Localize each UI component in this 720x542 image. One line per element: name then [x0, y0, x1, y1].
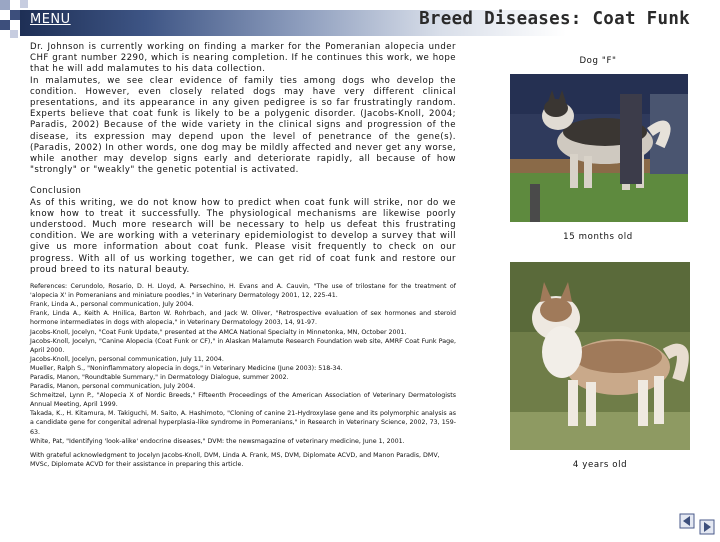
caption-15-months: 15 months old — [563, 232, 633, 242]
page-title: Breed Diseases: Coat Funk — [419, 9, 690, 29]
dog-photo-15-months — [510, 74, 688, 222]
article-text — [30, 42, 456, 469]
acknowledgement: With grateful acknowledgment to Jocelyn Jacobs-Knoll, DVM, Linda A. Frank, MS, DVM, Diplomate ACVD, and Manon Paradis, DMV, MVSc, Diplomate ACVD for their assistance in preparing this article. — [30, 451, 440, 468]
reference-item: Jacobs-Knoll, Jocelyn, personal communication, July 11, 2004. — [30, 355, 224, 363]
reference-item: Jacobs-Knoll, Jocelyn, "Coat Funk Update," presented at the AMCA National Specialty in Minnetonka, MN, October 2001. — [30, 328, 407, 336]
reference-item: Mueller, Ralph S., "Noninflammatory alopecia in dogs," in Veterinary Medicine (June 2003): 518-34. — [30, 364, 343, 372]
malamutes-paragraph: In malamutes, we see clear evidence of family ties among dogs who develop the condition. However, even closely related dogs may have very different clinical presentations, and its appearance in any given pedigree is so far frustratingly random. Experts believe that coat funk is likely to be a polygenic disorder. (Jacobs-Knoll, 2004; Paradis, 2002) Because of the wide variety in the clinical signs and progression of the disease, its expression may depend upon the level of penetrance of the gene(s). (Paradis, 2002) In other words, one dog may be mildly affected and never get any worse, while another may develop signs early and deteriorate rapidly, all because of how "strongly" or "weakly" the genetic potential is activated. — [30, 75, 456, 176]
conclusion-paragraph: As of this writing, we do not know how to predict when coat funk will strike, nor do we know how to treat it successfully. The physiological mechanisms are likewise poorly understood. Much more research will be necessary to help us defeat this frustrating condition. We are working with a veterinary epidemiologist to develop a survey that will give us more information about coat funk. Please visit frequently to check on our progress. With all of us working together, we can get rid of coat funk and restore our proud breed to its natural beauty. — [30, 197, 456, 275]
caption-4-years: 4 years old — [572, 460, 628, 470]
reference-item: Schmeitzel, Lynn P., "Alopecia X of Nordic Breeds," Fifteenth Proceedings of the American Association of Veterinary Dermatologists Annual Meeting, April 1999. — [30, 392, 456, 409]
menu-link[interactable]: MENU — [30, 12, 71, 27]
dog-photo-4-years — [510, 262, 690, 450]
reference-item: Frank, Linda A., personal communication, July 2004. — [30, 301, 194, 309]
reference-item: Jacobs-Knoll, Jocelyn, "Canine Alopecia (Coat Funk or CF)," in Alaskan Malamute Research Foundation web site, AMRF Coat Funk Page, April 2000. — [30, 337, 456, 354]
reference-item: Paradis, Manon, personal communication, July 2004. — [30, 383, 196, 391]
references-list — [30, 282, 456, 446]
slide-navigation — [678, 512, 718, 538]
conclusion-heading: Conclusion — [30, 186, 82, 197]
reference-item: References: Cerundolo, Rosario, D. H. Lloyd, A. Persechino, H. Evans and A. Cauvin, "The use of trilostane for the treatment of 'alopecia X' in Pomeranians and miniature poodles," in Veterinary Dermatology 2001, 12, 225-41. — [30, 283, 456, 300]
previous-slide-icon[interactable] — [680, 514, 694, 528]
reference-item: Takada, K., H. Kitamura, M. Takiguchi, M. Saito, A. Hashimoto, "Cloning of canine 21-Hydroxylase gene and its polymorphic analysis as a candidate gene for congenital adrenal hyperplasia-like syndrome in Pomeranians," in Research in Veterinary Science, 2002, 73, 159-63. — [30, 410, 456, 436]
reference-item: White, Pat, "Identifying 'look-alike' endocrine diseases," DVM: the newsmagazine of veterinary medicine, June 1, 2001. — [30, 437, 405, 445]
reference-item: Frank, Linda A., Keith A. Hnilica, Barton W. Rohrbach, and Jack W. Oliver, "Retrospective evaluation of sex hormones and steroid hormone intermediates in dogs with alopecia," in Veterinary Dermatology 2003, 14, 91-97. — [30, 310, 456, 327]
reference-item: Paradis, Manon, "Roundtable Summary," in Dermatology Dialogue, summer 2002. — [30, 374, 289, 381]
caption-dog-f: Dog "F" — [579, 56, 617, 66]
next-slide-icon[interactable] — [700, 520, 714, 534]
intro-paragraph: Dr. Johnson is currently working on finding a marker for the Pomeranian alopecia under CHF grant number 2290, which is nearing completion. If he continues this work, we hope that he will add malamutes to his data collection. — [30, 42, 456, 75]
